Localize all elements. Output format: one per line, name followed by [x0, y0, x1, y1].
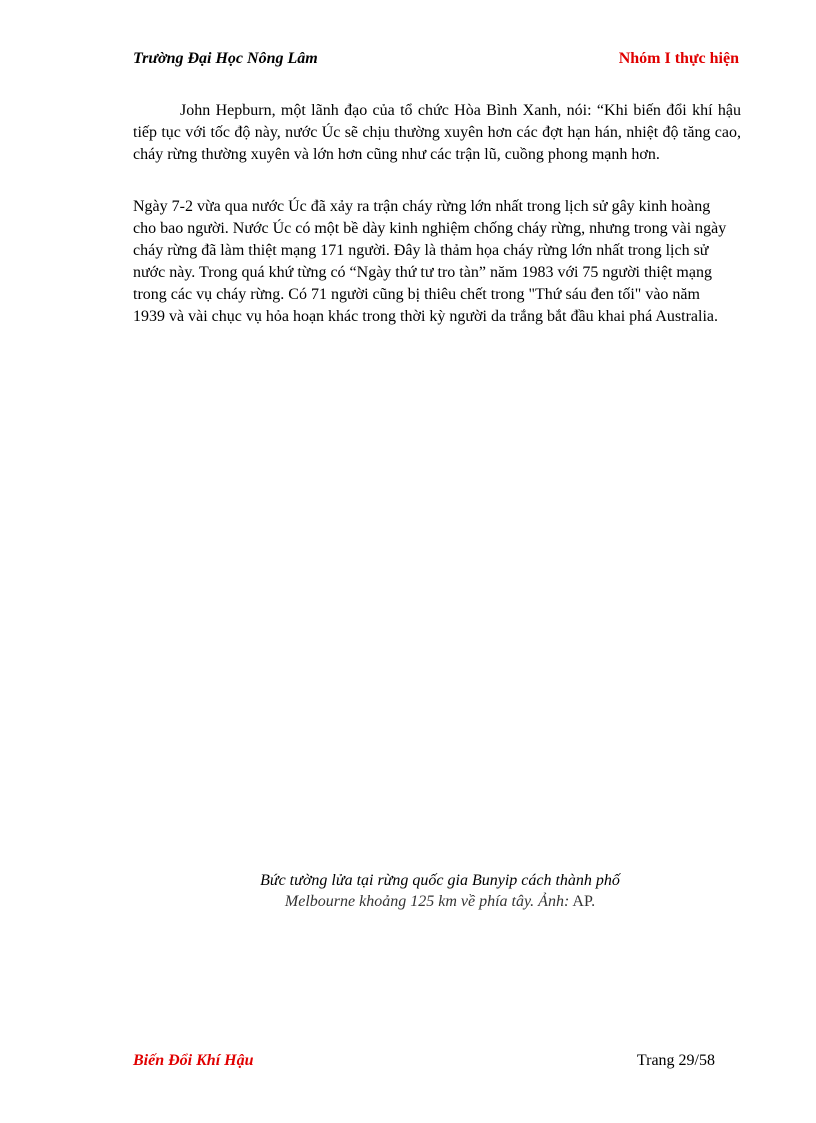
caption-line-1: Bức tường lửa tại rừng quốc gia Bunyip cách thành phố: [260, 872, 620, 889]
image-caption: [180, 870, 700, 912]
caption-line-2: [180, 891, 700, 912]
page-header: [133, 50, 739, 74]
footer-document-title: Biến Đổi Khí Hậu: [133, 1052, 254, 1069]
body-paragraph-2: Ngày 7-2 vừa qua nước Úc đã xảy ra trận cháy rừng lớn nhất trong lịch sử gây kinh hoàng cho bao người. Nước Úc có một bề dày kinh nghiệm chống cháy rừng, nhưng trong vài ngày cháy rừng đã làm thiệt mạng 171 người. Đây là thảm họa cháy rừng lớn nhất trong lịch sử nước này. Trong quá khứ từng có “Ngày thứ tư tro tàn” năm 1983 với 75 người thiệt mạng trong các vụ cháy rừng. Có 71 người cũng bị thiêu chết trong "Thứ sáu đen tối" vào năm 1939 và vài chục vụ hỏa hoạn khác trong thời kỳ người da trắng bắt đầu khai phá Australia.: [133, 198, 727, 325]
header-group-name: Nhóm I thực hiện: [618, 50, 739, 67]
caption-credit: AP.: [569, 893, 596, 910]
footer-page-number: Trang 29/58: [636, 1052, 715, 1069]
caption-line-2-text: Melbourne khoảng 125 km về phía tây. Ảnh:: [284, 893, 570, 910]
page-footer: [133, 1052, 715, 1076]
body-paragraph-1: John Hepburn, một lãnh đạo của tổ chức Hòa Bình Xanh, nói: “Khi biến đổi khí hậu tiếp tục với tốc độ này, nước Úc sẽ chịu thường xuyên hơn các đợt hạn hán, nhiệt độ tăng cao, cháy rừng thường xuyên và lớn hơn cũng như các trận lũ, cuồng phong mạnh hơn.: [133, 102, 741, 163]
header-school-name: Trường Đại Học Nông Lâm: [133, 50, 318, 67]
